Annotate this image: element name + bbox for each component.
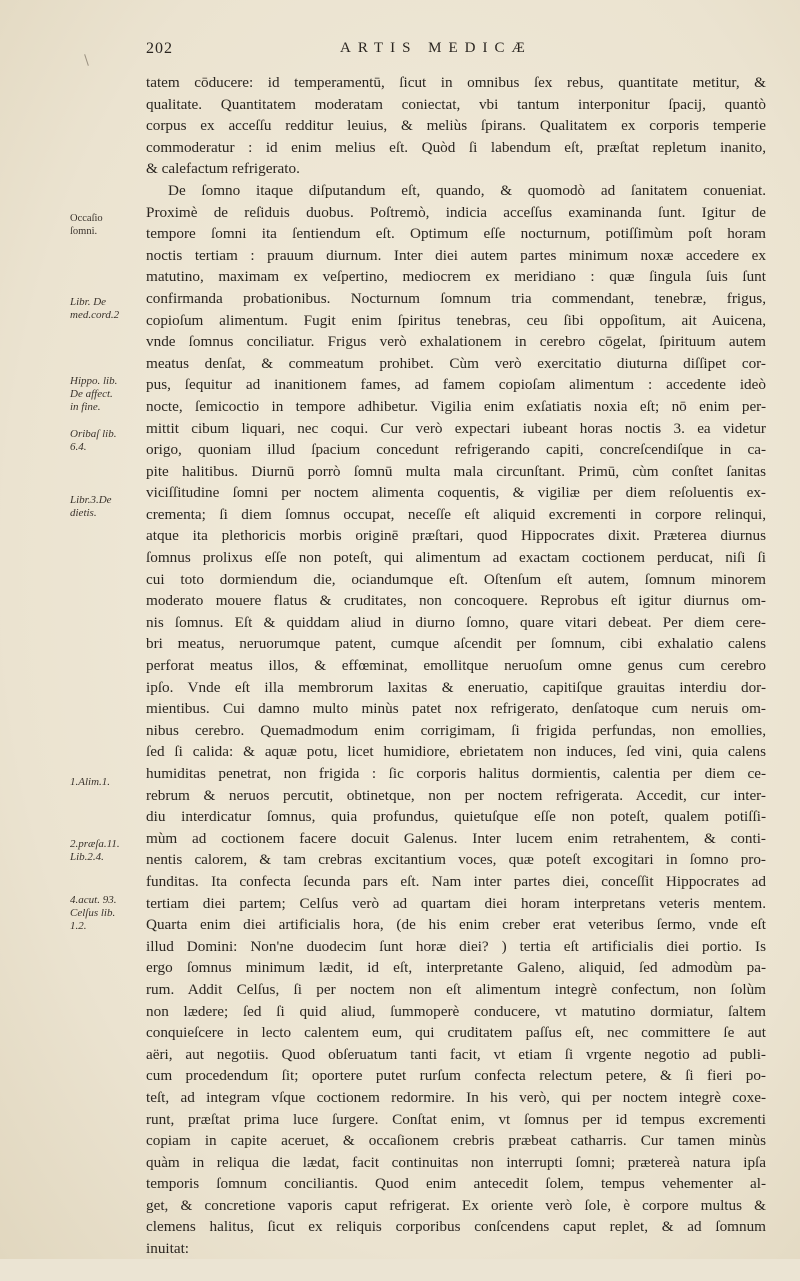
text-line: confirmanda probationibus. Nocturnum ſomnum tria commendant, tenebræ, frigus, <box>146 289 766 307</box>
text-line: aëri, aut negotiis. Quod obſeruatum tanti facit, vt etiam ſi vrgente negotio ad publi- <box>146 1045 766 1063</box>
text-line: mittit cibum liquari, nec coqui. Cur verò expectari iubeant horas noctis 3. ea videtur <box>146 419 766 437</box>
margin-note-line: Occaſio <box>70 213 103 224</box>
text-line: get, & concretione vaporis caput refrigerat. Ex oriente verò ſole, è corpore multus & <box>146 1196 766 1214</box>
text-line: pite halitibus. Diurnū porrò ſomnū multa mala circunſtant. Primū, cùm conſtet ſanitas <box>146 462 766 480</box>
text-line: inuitat: <box>146 1240 190 1258</box>
margin-note-line: in fine. <box>70 401 101 413</box>
running-title: ARTIS MEDICÆ <box>340 40 532 56</box>
margin-note <box>70 296 142 322</box>
margin-note-line: 6.4. <box>70 441 87 453</box>
text-line: copioſum alimentum. Fugit enim ſpiritus tenebras, ceu ſibi oppoſitum, ait Auicena, <box>146 311 766 329</box>
margin-note <box>70 428 142 454</box>
margin-note-line: Hippo. lib. <box>70 375 118 387</box>
text-line: tatem cōducere: id temperamentū, ſicut in omnibus ſex rebus, quantitate metitur, & <box>146 74 766 91</box>
text-line: copiam in capite aceruet, & occaſionem crebris præbeat catharris. Cur tamen minùs <box>146 1132 766 1150</box>
text-line: origo, quoniam illud ſpacium concedunt refrigerando capiti, concreſcendiſque in ca- <box>146 441 766 459</box>
text-line: conquieſcere in lecto calentem eum, qui cruditatem paſſus eſt, nec committere ſe aut <box>146 1024 766 1042</box>
text-line: non lædere; ſed ſi quid aliud, ſummoperè conducere, vt matutino dormiatur, ſaltem <box>146 1002 766 1020</box>
text-line: cui toto dormiendum die, ociandumque eſt. Oſtenſum eſt autem, ſomnum minorem <box>146 570 766 588</box>
text-line: atque ita plethoricis morbis originē præſtari, quod Hippocrates dixit. Præterea diurnus <box>146 527 766 545</box>
text-line: cum procedendum ſit; oportere putet rurſum confecta relectum petere, & ſi fieri po- <box>146 1067 766 1085</box>
text-line: Proximè de reſiduis duobus. Poſtremò, indicia acceſſus examinanda ſunt. Igitur de <box>146 203 766 221</box>
text-line: crementa; ſi diem ſomnus occupat, neceſſe eſt aliquid excrementi in corpore relinqui, <box>146 505 766 523</box>
margin-note-line: De affect. <box>70 388 113 400</box>
text-line: temporis ſomnum conciliantis. Quod enim antecedit ſolem, tempus vehementer al- <box>146 1175 766 1193</box>
margin-note-line: 1.Alim.1. <box>70 776 111 788</box>
margin-note-line: 2.præſa.11. <box>70 838 120 850</box>
text-line: rum. Addit Celſus, ſi per noctem non eſt alimentum integrè confectum, non ſolùm <box>146 980 766 998</box>
margin-note-line: med.cord.2 <box>70 309 120 321</box>
text-line: moderato mouere flatus & cruditates, non concoquere. Reprobus eſt igitur diurnus om- <box>146 592 766 610</box>
text-line: mientibus. Cui damno multo minùs patet nox refrigerato, denſatoque cum neruis om- <box>146 700 766 718</box>
text-line: mùm ad coctionem facere docuit Galenus. Inter lucem enim retrahentem, & conti- <box>146 829 766 847</box>
text-line: viciſſitudine ſomni per noctem alimenta coquentis, & vigiliæ per diem reſoluentis ex- <box>146 484 766 502</box>
text-line: illud Domini: Non'ne duodecim ſunt horæ diei? ) tertia eſt artificialis diei portio. Is <box>146 937 766 955</box>
text-line: ergo ſomnus minimum lædit, id eſt, interpretante Galeno, aliquid, ſed admodùm pa- <box>146 959 766 977</box>
margin-note <box>70 894 142 933</box>
margin-note-line: Lib.2.4. <box>70 851 104 863</box>
margin-note-line: 1.2. <box>70 920 87 932</box>
text-line: funditas. Ita confecta ſecunda pars eſt. Nam inter partes diei, conceſſit Hippocrates ad <box>146 872 766 890</box>
text-line: & calefactum refrigerato. <box>146 160 300 178</box>
margin-note <box>70 838 142 864</box>
margin-note <box>70 776 142 789</box>
text-line: nentis calorem, & tam crebras excitantium voces, quæ poteſt excogitari in ſomno pro- <box>146 851 766 869</box>
margin-note-line: Celſus lib. <box>70 907 116 919</box>
text-line: vnde ſomnus conciliatur. Frigus verò exhalationem in cerebro cōgelat, ſpirituum autem <box>146 333 766 351</box>
text-line: quàm in reliqua die lædat, facit continuitas non interrupti ſomni; prætereà natura ipſa <box>146 1153 766 1171</box>
text-line: nocte, ſemicoctio in tempore adhibetur. Vigilia enim exſatiatis noxia eſt; nō enim per- <box>146 397 766 415</box>
margin-note <box>70 375 142 414</box>
body-text <box>146 72 766 1281</box>
text-line: ſomnus prolixus eſſe non poteſt, qui alimentum ad exactam coctionem perducat, niſi ſi <box>146 549 766 567</box>
text-line: meatus denſat, & commeatum prohibet. Cùm verò exercitatio diuturna diſſipet cor- <box>146 354 766 372</box>
margin-note-line: 4.acut. 93. <box>70 894 117 906</box>
text-line: tertiam diei partem; Celſus verò ad quartam diei horam interpretans veteris mentem. <box>146 894 766 912</box>
text-line: Quarta enim diei artificialis hora, (de his enim creber erat veteribus ſermo, vnde eſt <box>146 916 766 934</box>
text-line: clemens halitus, ſicut ex reliquis corporibus conſcendens caput replet, & ad ſomnum <box>146 1218 766 1236</box>
margin-note-line: Oribaſ lib. <box>70 428 117 440</box>
text-line: ipſo. Vnde eſt illa membrorum laxitas & eneruatio, capitiſque grauitas interdiu dor- <box>146 678 766 696</box>
text-line: nibus cerebro. Quemadmodum enim corrigimam, ſi frigida perfundas, non emollies, <box>146 721 766 739</box>
catchword <box>146 1260 766 1281</box>
margin-note-line: ſomni. <box>70 226 98 237</box>
text-line: rebrum & neruos percutit, obtinetque, non per noctem refrigerata. Accedit, cur inter- <box>146 786 766 804</box>
text-line: pus, ſequitur ad inanitionem fames, ad famem copioſam alimentum : accedente ideò <box>146 376 766 394</box>
text-line: bri meatus, neruorumque patent, cumque aſcendit per ſomnum, cibi exhalatio calens <box>146 635 766 653</box>
text-line: nis ſomnus. Eſt & quiddam aliud in diurno ſomno, quare vitari debeat. Per diem cere- <box>146 613 766 631</box>
margin-note <box>70 212 142 238</box>
text-line: matutino, maximam ex veſpertino, mediocrem ex meridiano : quæ ſingula ſuis ſunt <box>146 268 766 286</box>
text-line: ſed ſi calida: & aquæ potu, licet humidiore, ebrietatem non induces, ſed vini, quia calens <box>146 743 766 761</box>
text-line: commoderatur : id enim melius eſt. Quòd ſi labendum eſt, præſtat repletum inanito, <box>146 138 766 156</box>
margin-note-line: dietis. <box>70 507 97 519</box>
text-line: teſt, ad integram vſque coctionem redormire. In his verò, qui per noctem integrè coxe- <box>146 1088 766 1106</box>
text-line: perforat meatus illos, & effœminat, emollitque neruoſum omne genus cum cerebro <box>146 657 766 675</box>
margin-note <box>70 494 142 520</box>
page-header <box>0 40 800 66</box>
text-line: De ſomno itaque diſputandum eſt, quando, & quomodò ad ſanitatem conueniat. <box>168 181 766 199</box>
text-line: qualitate. Quantitatem moderatam coniectat, vbi tantum interponitur ſpacij, quantò <box>146 95 766 113</box>
text-line: humiditas penetrat, non frigida : ſic corporis halitus dormientis, calentia per diem ce- <box>146 765 766 782</box>
page-number: 202 <box>146 40 173 57</box>
margin-note-line: Libr. De <box>70 296 107 308</box>
margin-note-line: Libr.3.De <box>70 494 112 506</box>
text-line: diu interdicatur ſomnus, quia profundus, quietuſque eſſe non poteſt, qualem potiſſi- <box>146 808 766 826</box>
text-line: tempore ſomni ita ſentiendum eſt. Optimum eſſe nocturnum, potiſſimùm poſt horam <box>146 225 766 243</box>
text-line: runt, præſtat prima luce ſurgere. Conſtat enim, vt ſomnus per id tempus excrementi <box>146 1110 766 1128</box>
text-line: noctis tertiam : prauum diurnum. Inter diei autem partes minimum noxæ accedere ex <box>146 246 766 264</box>
text-line: corpus ex acceſſu redditur leuius, & meliùs ſpirans. Qualitatem ex corporis temperie <box>146 117 766 135</box>
